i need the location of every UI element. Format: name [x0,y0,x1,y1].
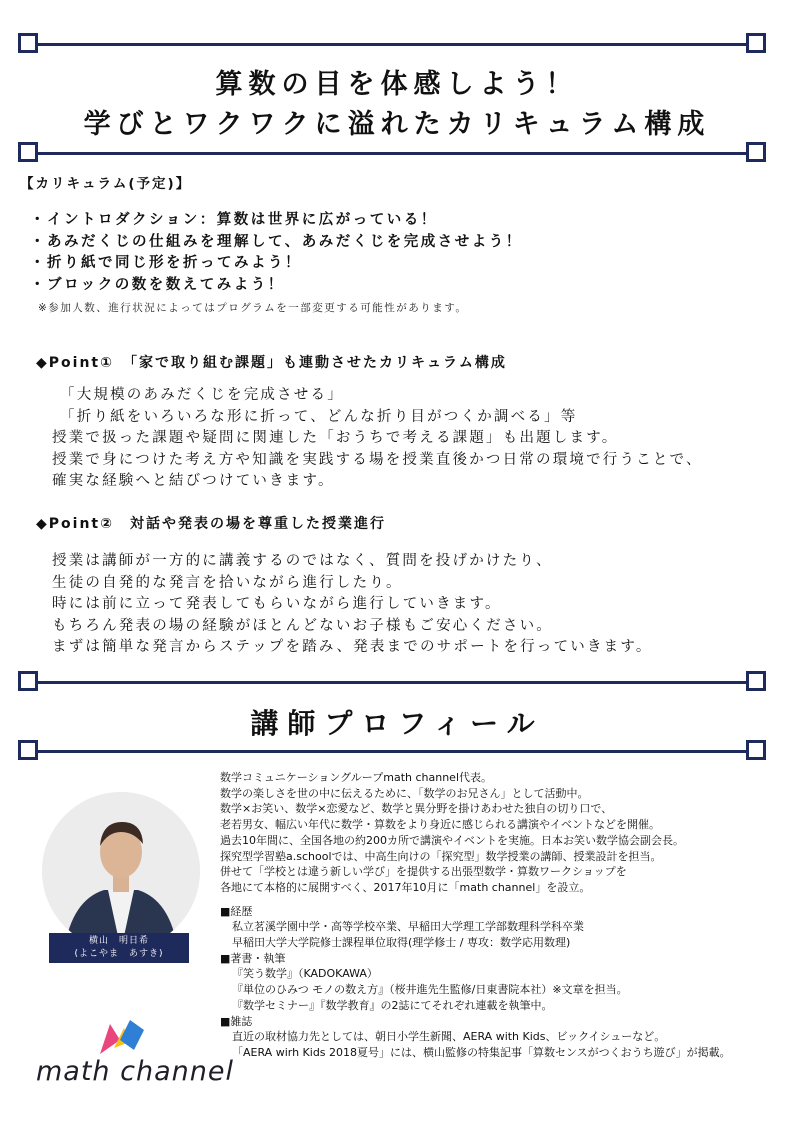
book-line: 『単位のひみつ モノの数え方』（桜井進先生監修/日東書院本社）※文章を担当。 [232,983,628,997]
instructor-name: 横山 明日希 [88,936,149,946]
profile-title: 講師プロフィール [250,707,544,740]
title-bottom-box-right [746,142,766,162]
point1-text [52,385,703,493]
bio-line: 過去10年間に、全国各地の約200カ所で講演やイベントを実施。日本お笑い数学協会副会長。 [220,833,684,847]
paragraph-line: 確実な経験へと結びつけていきます。 [52,473,335,489]
paragraph-line: 時には前に立って発表してもらいながら進行していきます。 [52,596,502,612]
bio-line: 各地にて本格的に展開すべく、2017年10月に「math channel」を設立。 [220,880,591,894]
curriculum-list [30,210,523,296]
list-item: ・あみだくじの仕組みを理解して、あみだくじを完成させよう！ [30,233,523,250]
book-line: 『数学セミナー』『数学教育』の2誌にてそれぞれ連載を執筆中。 [232,998,553,1012]
title-bottom-box-left [18,142,38,162]
paragraph-line: もちろん発表の場の経験がほとんどないお子様もご安心ください。 [52,617,553,634]
bio-line: 探究型学習塾a.schoolでは、中高生向けの「探究型」数学授業の講師、授業設計を担当。 [220,849,662,863]
paragraph-line: 授業で扱った課題や疑問に関連した「おうちで考える課題」も出題します。 [52,430,619,446]
math-channel-logo-icon [100,1020,144,1058]
paragraph-line: 生徒の自発的な発言を拾いながら進行したり。 [52,574,403,591]
career-line: 早稲田大学大学院修士課程単位取得(理学修士 / 専攻：数学応用数理) [232,936,571,950]
profile-bottom-line [30,750,764,753]
paragraph-line: 授業は講師が一方的に講義するのではなく、質問を投げかけたり、 [52,553,553,569]
paragraph-line: 授業で身につけた考え方や知識を実践する場を授業直後かつ日常の環境で行うことで、 [52,451,703,468]
books-label: ■著書・執筆 [220,951,286,965]
bio-line: 数学コミュニケーショングループmath channel代表。 [220,771,493,784]
bio-line: 老若男女、幅広い年代に数学・算数をより身近に感じられる講演やイベントなどを開催。 [220,818,660,832]
point2-text [52,551,653,659]
career-line: 私立茗溪学園中学・高等学校卒業、早稲田大学理工学部数理科学科卒業 [232,920,584,934]
instructor-bio [220,770,731,1061]
instructor-name-box [49,933,189,963]
curriculum-label: 【カリキュラム(予定)】 [20,176,192,192]
bio-line: 数学の楽しさを世の中に伝えるために、「数学のお兄さん」として活動中。 [220,786,589,800]
top-frame-box-right [746,33,766,53]
page-title-line1: 算数の目を体感しよう！ [215,69,579,100]
list-item: ・ブロックの数を数えてみよう！ [30,276,285,293]
profile-bottom-box-right [746,740,766,760]
paragraph-line: まずは簡単な発言からステップを踏み、発表までのサポートを行っていきます。 [52,639,653,655]
bio-line: 併せて「学校とは違う新しい学び」を提供する出張型数学・算数ワークショップを [220,865,627,879]
top-frame-line [30,43,764,46]
bio-line: 数学×お笑い、数学×恋愛など、数学と異分野を掛けあわせた独自の切り口で、 [220,802,613,816]
magazine-line: 直近の取材協力先としては、朝日小学生新聞、AERA with Kids、ビックイシューなど。 [232,1030,666,1044]
profile-top-line [30,681,764,684]
instructor-reading: (よこやま あすき) [74,949,164,959]
point2-heading: ◆Point② 対話や発表の場を尊重した授業進行 [36,516,386,532]
paragraph-line: 「折り紙をいろいろな形に折って、どんな折り目がつくか調べる」等 [60,408,578,425]
page-title-line2: 学びとワクワクに溢れたカリキュラム構成 [83,109,711,140]
point1-heading: ◆Point① 「家で取り組む課題」も連動させたカリキュラム構成 [36,355,507,371]
profile-top-box-right [746,671,766,691]
instructor-photo [42,792,200,950]
magazine-line: 「AERA wirh Kids 2018夏号」には、横山監修の特集記事「算数センスがつくおうち遊び」が掲載。 [232,1045,731,1059]
title-bottom-line [30,152,764,155]
curriculum-note: ※参加人数、進行状況によってはプログラムを一部変更する可能性があります。 [38,302,468,314]
profile-top-box-left [18,671,38,691]
career-label: ■経歴 [220,904,253,918]
list-item: ・折り紙で同じ形を折ってみよう！ [30,255,302,271]
list-item: ・イントロダクション：算数は世界に広がっている！ [30,212,438,228]
magazine-label: ■雑誌 [220,1014,253,1028]
book-line: 『笑う数学』（KADOKAWA） [232,967,378,981]
top-frame-box-left [18,33,38,53]
math-channel-logo-text: math channel [36,1056,234,1087]
paragraph-line: 「大規模のあみだくじを完成させる」 [60,387,344,403]
profile-bottom-box-left [18,740,38,760]
